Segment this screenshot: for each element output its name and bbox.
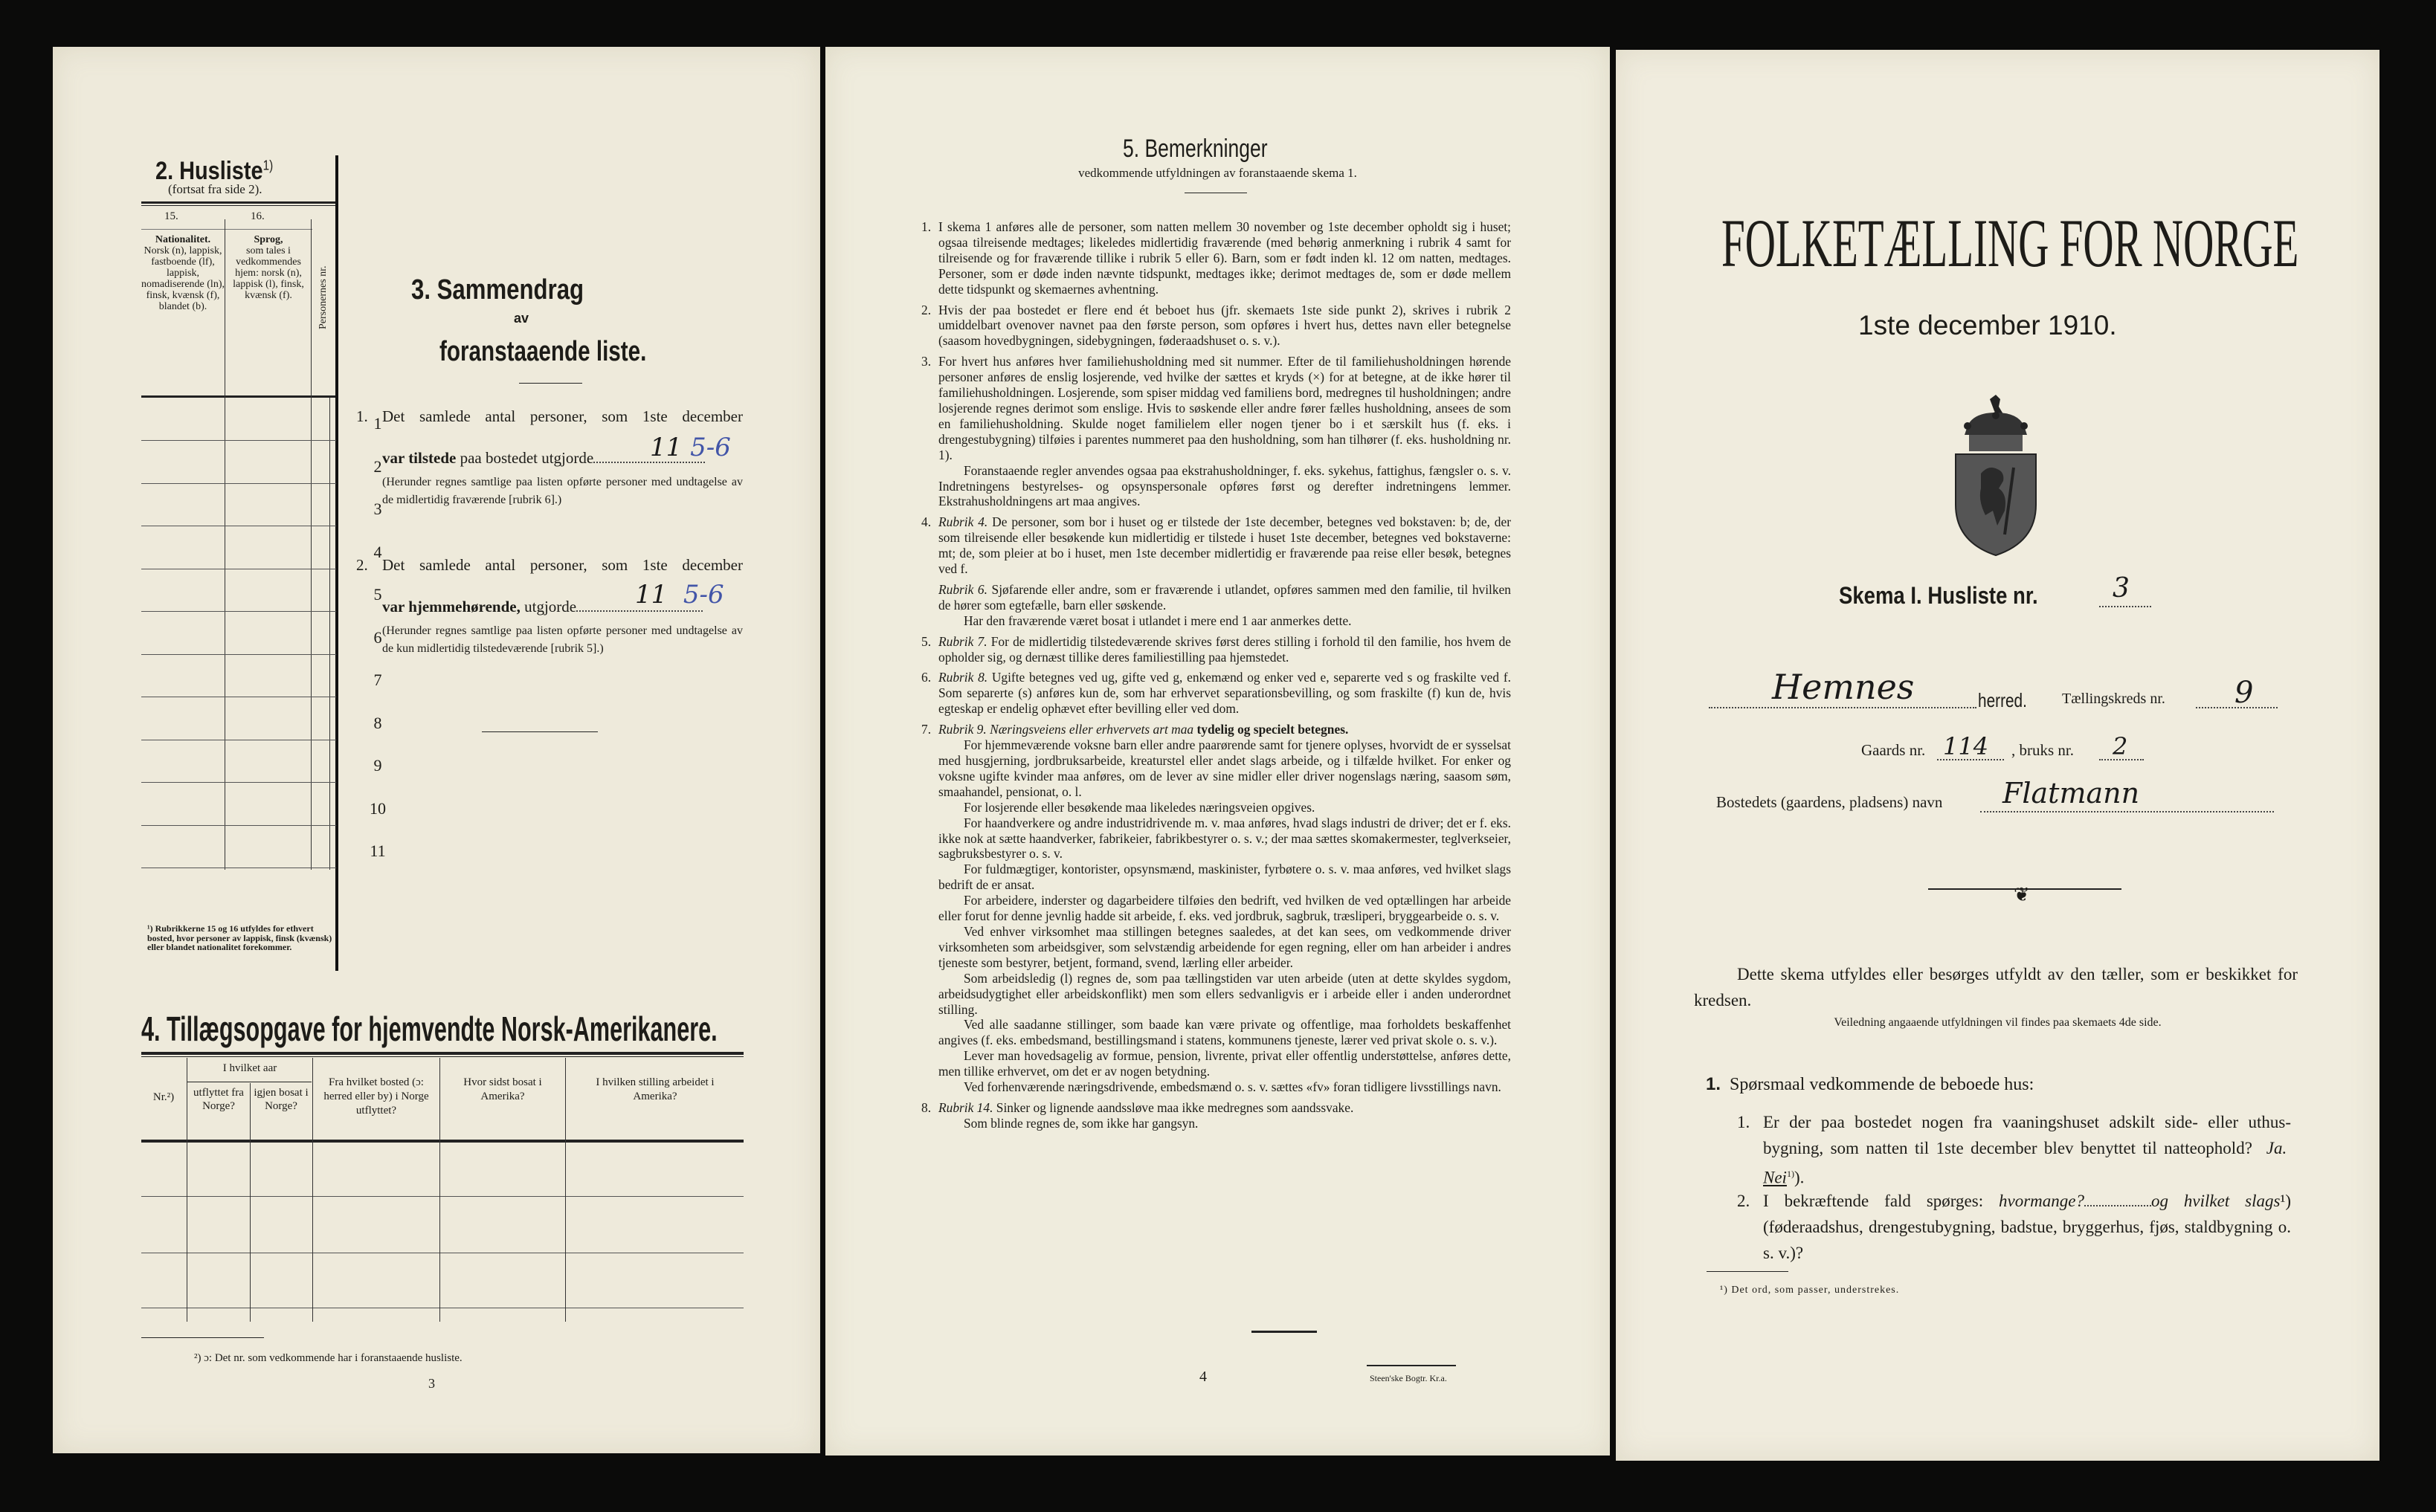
column-line	[329, 398, 330, 870]
note-7-paragraph: For fuldmægtiger, kontorister, opsynsmænd, maskinister, fyrbøtere o. s. v. maa anføres, ved hvilket slags bedrift de er ansat.	[938, 862, 1511, 893]
note-7-paragraph: For losjerende eller besøkende maa likeledes næringsveien opgives.	[964, 799, 1315, 815]
col-returned: igjen bosat i Norge?	[254, 1087, 309, 1112]
question-section: 1. Spørsmaal vedkommende de beboede hus:	[1706, 1074, 2034, 1094]
rule	[1367, 1365, 1456, 1366]
row-number: 9	[373, 756, 382, 775]
column-line	[439, 1058, 440, 1322]
kreds-label: Tællingskreds nr.	[2062, 691, 2165, 707]
rule	[141, 1337, 264, 1338]
note-3: 3. For hvert hus anføres hver familiehusholdning med sit nummer. Efter de til familiehusholdningen hørende personer anføres de enslig losjerende, ved hvilke der sættes et kryds (×) for at betegne, at de ikke hører til familiehusholdningen. Losjerende, som spiser middag ved familiens bord, medregnes til husholdningen; andre losjerende regnes derimot som enslige. Hvis to søskende eller andre fører fælles husholdning, ansees de som en familiehusholdning. Skulde noget familielem eller nogen tjener bo i et særskilt hus (f. eks. i drengestubygning) tilføies i parentes nummeret paa den husholdning, som han tilhører (f. eks. husholdning nr. 1). Foranstaaende regler anvendes ogsaa paa ekstrahusholdninger, f. eks. sykehus, fattighus, fængsler o. s. v. Indretningens bestyrelses- og opsynspersonale opføres først og derefter indretningens lemmer. Ekstrahusholdningens art maa angives.	[921, 354, 1511, 509]
husliste-footnote: ¹) Rubrikkerne 15 og 16 utfyldes for ethvert bosted, hvor personer av lappisk, finsk (kvænsk) eller blandet nationalitet forekommer.	[147, 923, 332, 952]
gaards-value: 114	[1943, 732, 1989, 760]
row-number: 6	[373, 627, 382, 647]
column-line	[565, 1058, 566, 1322]
bemerkninger-subtitle: vedkommende utfyldningen av foranstaaende skema 1.	[1078, 166, 1357, 180]
husliste-nr-value: 3	[2113, 573, 2130, 604]
note-7-paragraph: Ved forhenværende næringsdrivende, embedsmænd o. s. v. sættes «fv» foran tidligere livsstillings navn.	[964, 1079, 1501, 1095]
middle-page	[825, 47, 1610, 1456]
rule	[141, 201, 336, 204]
census-date: 1ste december 1910.	[1858, 310, 2117, 340]
col-persons-header: Personernes nr.	[318, 265, 329, 329]
rule	[141, 205, 336, 206]
col-from: Fra hvilket bosted (ɔ: herred eller by) i Norge utflyttet?	[323, 1076, 429, 1117]
bruks-label: , bruks nr.	[2011, 741, 2074, 759]
printer-credit: Steen'ske Bogtr. Kr.a.	[1370, 1373, 1447, 1383]
column-line	[312, 1058, 313, 1322]
herred-value: Hemnes	[1772, 667, 1915, 707]
ornament-icon: ❦	[2014, 884, 2030, 905]
gaards-label: Gaards nr.	[1861, 741, 1926, 759]
note-7-paragraph: Ved alle saadanne stillinger, som baade kan være private og offentlige, maa forholdets beskaffenhet angives (f. eks. embedsmand, bestillingsmand i statens, kommunens tjeneste, lærer ved privat skole o. s. v.).	[938, 1017, 1511, 1048]
row-number: 11	[370, 841, 386, 860]
page-number-4: 4	[1199, 1369, 1207, 1385]
col-emigrated: utflyttet fra Norge?	[193, 1087, 244, 1112]
row-line	[141, 782, 336, 783]
note-6: 6. Rubrik 8. Ugifte betegnes ved ug, gifte ved g, enkemænd og enker ved e, separerte ved s og fraskilte ved f. Som separerte (s) anføres kun de, som har erhvervet separationsbevilling, og som fraskilte (f) kun de, hvis egteskap er endelig ophævet efter bevilling eller ved dom.	[921, 670, 1511, 717]
row-line	[141, 440, 336, 441]
question-1: 1. Er der paa bostedet nogen fra vaaningshuset adskilt side- eller uthus-bygning, som natten til 1ste december blev benyttet til natteophold? Ja. Nei$^{1)}$).	[1737, 1113, 2291, 1187]
right-footnote: ¹) Det ord, som passer, understrekes.	[1720, 1285, 1900, 1296]
page-number-3: 3	[428, 1376, 435, 1391]
note-7-paragraph: Som arbeidsledig (l) regnes de, som paa tællingstiden var uten arbeide (uten at dette skyldes sygdom, arbeidsudygtighet eller arbeidskonflikt) men som ellers sedvanligvis er i arbeide eller i anden underordnet stilling.	[938, 970, 1511, 1017]
question-2: 2. I bekræftende fald spørges: hvormange? og hvilket slags¹) (føderaadshus, drengestubygning, badstue, bryggerhus, fjøs, staldbygning o. s. v.)?	[1737, 1192, 2291, 1262]
row-number: 8	[373, 713, 382, 732]
rule	[482, 731, 598, 732]
sammendrag-item-1: 1. Det samlede antal personer, som 1ste december var tilstede paa bostedet utgjorde 11 5-6 (Herunder regnes samtlige paa listen opførte personer med undtagelse av de midlertidig fraværende [rubrik 6].)	[356, 407, 743, 506]
row-number: 7	[373, 671, 382, 689]
col15-number: 15.	[164, 210, 178, 222]
herred-label: herred.	[1978, 689, 2027, 711]
note-7-paragraph: Ved enhver virksomhet maa stillingen betegnes saaledes, at det kan sees, om vedkommende driver virksomheten som arbeidsgiver, som selvstændig arbeidende for egen regning, eller om han arbeider i andres tjeneste som bestyrer, betjent, formand, svend, lærling eller arbeider.	[938, 923, 1511, 970]
note-8: 8. Rubrik 14. Sinker og lignende aandssløve maa ikke medregnes som aandssvake. Som blinde regnes de, som ikke har gangsyn.	[921, 1099, 1354, 1131]
note-1: 1. I skema 1 anføres alle de personer, som natten mellem 30 november og 1ste december opholdt sig i huset; ogsaa tilreisende medtages; likeledes midlertidig fraværende (med behørig anmerkning i rubrik 4 samt for tilreisende og for fraværende tillike i rubrik 5 eller 6). Barn, som er født inden kl. 12 om natten, medtages. Personer, som er døde inden nævnte tidspunkt, medtages ikke; derimot medtages de, som er døde mellem dette tidspunkt og skemaernes avhentning.	[921, 219, 1511, 297]
row-number: 2	[373, 456, 382, 476]
sammendrag-item-2: 2. Det samlede antal personer, som 1ste december var hjemmehørende, utgjorde 11 5-6 (Herunder regnes samtlige paa listen opførte personer med undtagelse av de kun midlertidig tilstedeværende [rubrik 5].)	[356, 556, 743, 655]
rule	[141, 229, 312, 230]
column-line	[311, 219, 312, 870]
value-hjemmehorende-handwritten: 11 5-6	[635, 580, 724, 610]
note-5: 5. Rubrik 7. For de midlertidig tilstedeværende skrives først deres stilling i forhold til den familie, hos hvem de opholder sig, og dernæst tillike deres familiestilling paa hjemstedet.	[921, 633, 1511, 665]
note-2: 2. Hvis der paa bostedet er flere end ét beboet hus (jfr. skemaets 1ste side punkt 2), skrives i rubrik 2 umiddelbart ovenover navnet paa den første person, som opføres i hvert hus, dettes navn eller betegnelse (saasom hovedbygningen, sidebygningen, føderaadshuset o. s. v.).	[921, 302, 1511, 349]
rule	[1251, 1331, 1317, 1333]
census-title: FOLKETÆLLING FOR NORGE	[1721, 205, 2299, 281]
note-7-paragraph: For hjemmeværende voksne barn eller andre paarørende samt for tjenere oplyses, hvorvidt de er sysselsat med husgjerning, jordbruksarbeide, kreaturstel eller andet slags arbeide, og i tilfælde hvilket. For enker og voksne ugifte kvinder maa anføres, om de lever av sine midler eller driver nogenslags næring, saasom søm, smaahandel, pensionat, o. l.	[938, 737, 1511, 799]
tillaeg-title: 4. Tillægsopgave for hjemvendte Norsk-Amerikanere.	[141, 1009, 718, 1048]
row-line	[141, 1196, 744, 1197]
right-page	[1616, 50, 2379, 1461]
row-number: 4	[373, 542, 382, 561]
bemerkninger-title: 5. Bemerkninger	[1123, 135, 1268, 163]
col16-header: Sprog, som tales i vedkommendes hjem: norsk (n), lappisk (l), finsk, kvænsk (f).	[233, 234, 304, 301]
rule	[1707, 1271, 1788, 1272]
row-line	[141, 825, 336, 826]
guide-text: Veiledning angaaende utfyldningen vil findes paa skemaets 4de side.	[1834, 1016, 2162, 1029]
bosted-value: Flatmann	[2002, 777, 2140, 810]
rule	[519, 383, 582, 384]
tillaeg-footnote: ²) ɔ: Det nr. som vedkommende har i foranstaaende husliste.	[194, 1352, 463, 1364]
note-4: 4. Rubrik 4. De personer, som bor i huset og er tilstede der 1ste december, betegnes ved bokstaven: b; de, der som tilreisende eller besøkende kun midlertidig er tilstede i huset 1ste december, betegnes ved bokstaverne: mt; de, som pleier at bo i huset, men 1ste december midlertidig er fraværende paa reise eller besøk, betegnes ved f. Rubrik 6. Sjøfarende eller andre, som er fraværende i utlandet, opføres sammen med den familie, til hvilken de hører som egtefælle, barn eller søskende. Har den fraværende været bosat i utlandet i mere end 1 aar anmerkes dette.	[921, 514, 1511, 628]
value-tilstede-handwritten: 11 5-6	[650, 433, 731, 462]
note-7-paragraph: Lever man hovedsagelig av formue, pension, livrente, privat eller offentlig understøttelse, anføres dette, men tillike erhvervet, om det er av nogen betydning.	[938, 1048, 1511, 1079]
col-work: I hvilken stilling arbeidet i Amerika?	[596, 1076, 715, 1102]
bemerkninger-list	[921, 219, 1511, 1137]
col-nr: Nr.²)	[152, 1091, 175, 1103]
note-7: 7. Rubrik 9. Næringsveiens eller erhvervets art maa tydelig og specielt betegnes. For hjemmeværende voksne barn eller andre paarørende samt for tjenere oplyses, hvorvidt de er sysselsat med husgjerning, jordbruksarbeide, kreaturstel eller andet slags arbeide, og i tilfælde hvilket. For enker og voksne ugifte kvinder maa anføres, om de lever av sine midler eller driver nogenslags næring, saasom søm, smaahandel, pensionat, o. l. For losjerende eller besøkende maa likeledes næringsveien opgives. For haandverkere og andre industridrivende m. v. maa anføres, hvad slags industri de driver; det er f. eks. ikke nok at sætte haandverker, fabrikeier, fabrikbestyrer o. s. v.; der maa sættes skomakermester, teglverkseier, sagbruksbestyrer o. s. v. For fuldmægtiger, kontorister, opsynsmænd, maskinister, fyrbøtere o. s. v. maa anføres, ved hvilket slags bedrift de er ansat. For arbeidere, inderster og dagarbeidere tilføies den bedrift, ved hvilken de ved optællingen har arbeide eller forut for denne jevnlig hadde sit arbeide, f. eks. ved jordbruk, sagbruk, træsliperi, bryggearbeide o. s. v. Ved enhver virksomhet maa stillingen betegnes saaledes, at det kan sees, om vedkommende driver virksomheten som arbeidsgiver, som selvstændig arbeidende for egen regning, eller om han arbeider i andres tjeneste som bestyrer, betjent, formand, svend, lærling eller arbeider. Som arbeidsledig (l) regnes de, som paa tællingstiden var uten arbeide (uten at dette skyldes sygdom, arbeidsudygtighet eller arbeidskonflikt) men som ellers sedvanligvis er i arbeide eller i anden underordnet stilling. Ved alle saadanne stillinger, som baade kan være private og offentlige, maa forholdets beskaffenhet angives (f. eks. embedsmand, bestillingsmand i statens, kommunens tjeneste, lærer ved privat skole o. s. v.). Lever man hovedsagelig av formue, pension, livrente, privat eller offentlig understøttelse, anføres dette, men tillike erhvervet, om det er av nogen betydning. Ved forhenværende næringsdrivende, embedsmænd o. s. v. sættes «fv» foran tidligere livsstillings navn.	[921, 722, 1511, 1095]
husliste-subtitle: (fortsat fra side 2).	[168, 182, 262, 196]
note-7-paragraph: For haandverkere og andre industridrivende m. v. maa anføres, hvad slags industri de driver; det er f. eks. ikke nok at sætte haandverker, fabrikeier, fabrikbestyrer o. s. v.; der maa sættes skomakermester, teglverkseier, sagbruksbestyrer o. s. v.	[938, 815, 1511, 862]
col16-number: 16.	[251, 210, 265, 222]
skema-label: Skema I. Husliste nr.	[1839, 582, 2038, 609]
herred-dots	[1709, 707, 1976, 708]
left-page	[53, 47, 820, 1453]
row-line	[141, 611, 336, 612]
row-number: 1	[373, 414, 382, 433]
note-7-paragraph: For arbeidere, inderster og dagarbeidere tilføies den bedrift, ved hvilken de ved optællingen har arbeide eller forut for denne jevnlig hadde sit arbeide, f. eks. ved jordbruk, sagbruk, træsliperi, bryggearbeide o. s. v.	[938, 893, 1511, 924]
col15-header: Nationalitet. Norsk (n), lappisk, fastboende (lf), lappisk, nomadiserende (ln), finsk, kvænsk (f), blandet (b).	[141, 234, 225, 312]
husliste-nr-dots	[2099, 606, 2151, 607]
row-number: 5	[373, 585, 382, 604]
rule	[141, 395, 336, 398]
husliste-title: 2. Husliste$^{1)}$	[155, 157, 274, 185]
bosted-label: Bostedets (gaardens, pladsens) navn	[1716, 793, 1943, 811]
coat-of-arms-icon	[1951, 393, 2040, 558]
row-line	[141, 483, 336, 484]
rule	[141, 1052, 744, 1055]
row-number: 10	[370, 798, 386, 818]
col-year: I hvilket aar	[222, 1062, 277, 1074]
column-line	[335, 155, 338, 971]
bruks-value: 2	[2113, 732, 2128, 760]
intro-text: Dette skema utfyldes eller besørges utfyldt av den tæller, som er beskikket for kredsen.	[1694, 965, 2298, 1009]
sammendrag-subtitle: foranstaaende liste.	[439, 336, 647, 367]
row-number: 3	[373, 500, 382, 518]
sammendrag-title: 3. Sammendrag	[411, 274, 584, 306]
column-line	[250, 1083, 251, 1322]
kreds-value: 9	[2234, 676, 2254, 710]
sammendrag-av: av	[514, 311, 529, 326]
rule	[141, 1056, 744, 1057]
row-line	[141, 654, 336, 655]
rule	[141, 1140, 744, 1143]
bosted-dots	[1980, 811, 2274, 812]
col-where: Hvor sidst bosat i Amerika?	[463, 1076, 542, 1102]
